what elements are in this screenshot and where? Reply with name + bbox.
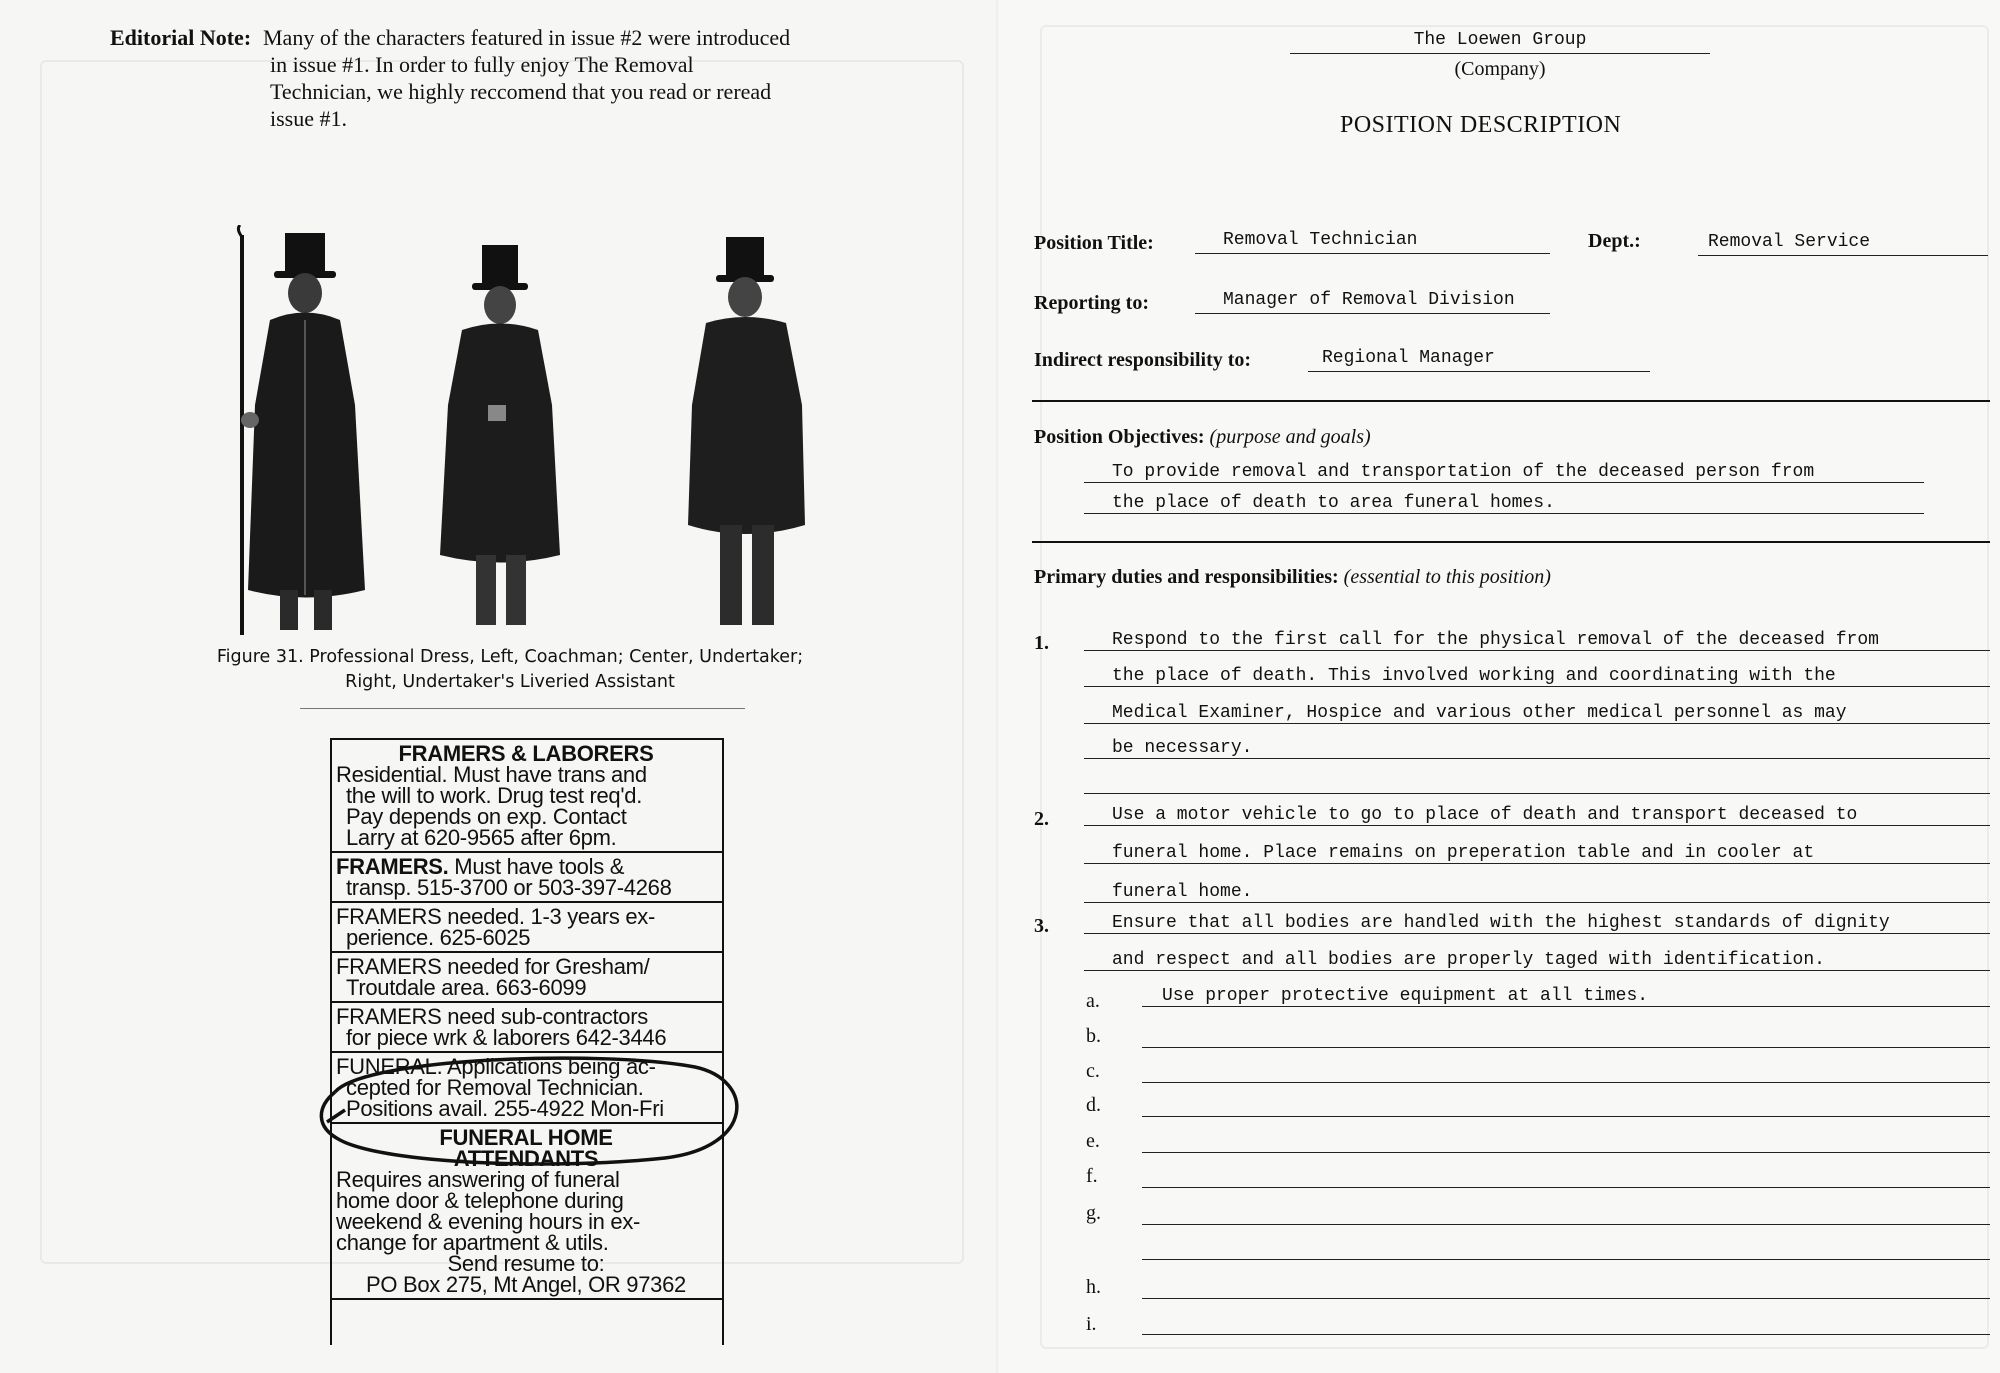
dept-value: Removal Service xyxy=(1698,232,1988,256)
dept-label: Dept.: xyxy=(1588,230,1641,252)
duty-line: Medical Examiner, Hospice and various other medical personnel as may xyxy=(1084,703,1990,724)
ad-line: PO Box 275, Mt Angel, OR 97362 xyxy=(366,1272,686,1297)
blank-line xyxy=(1142,1234,1990,1260)
ad-framers-gresham xyxy=(332,953,722,1003)
duties-hint: (essential to this position) xyxy=(1343,566,1551,588)
editorial-line: issue #1. xyxy=(270,106,347,131)
ad-lead: FRAMERS. xyxy=(336,854,449,879)
ad-framers-laborers xyxy=(332,740,722,853)
duty-line: the place of death. This involved working and coordinating with the xyxy=(1084,666,1990,687)
ad-line: cepted for Removal Technician. xyxy=(346,1075,644,1100)
subitem-line xyxy=(1142,1127,1990,1153)
ad-line: FRAMERS needed. 1-3 years ex- xyxy=(336,904,655,929)
duties-label-text: Primary duties and responsibilities: xyxy=(1034,566,1339,588)
subitem-letter: h. xyxy=(1086,1276,1101,1298)
objectives-hint: (purpose and goals) xyxy=(1209,426,1371,448)
ad-framers-experience xyxy=(332,903,722,953)
ad-line: home door & telephone during xyxy=(336,1188,624,1213)
undertaker-figure xyxy=(440,245,560,625)
reporting-value: Manager of Removal Division xyxy=(1195,290,1550,314)
company-name: The Loewen Group xyxy=(1290,30,1710,54)
separator-line xyxy=(300,708,745,709)
ad-line: FRAMERS need sub-contractors xyxy=(336,1004,648,1029)
duty-line: and respect and all bodies are properly taged with identification. xyxy=(1084,950,1990,971)
caption-line: Figure 31. Professional Dress, Left, Coachman; Center, Undertaker; xyxy=(216,647,804,667)
professional-dress-figure xyxy=(230,225,810,635)
caption-line: Right, Undertaker's Liveried Assistant xyxy=(345,672,675,692)
right-page xyxy=(1000,0,2000,1373)
subitem-letter: i. xyxy=(1086,1313,1097,1335)
editorial-line: Many of the characters featured in issue #2 were introduced xyxy=(263,25,791,50)
ad-funeral-removal-technician xyxy=(332,1053,722,1124)
figures-illustration xyxy=(230,225,810,635)
subitem-line xyxy=(1142,1199,1990,1225)
position-title-value: Removal Technician xyxy=(1195,230,1550,254)
blank-line xyxy=(1084,770,1990,794)
editorial-label: Editorial Note: xyxy=(110,25,252,50)
ad-line: Pay depends on exp. Contact xyxy=(346,804,627,829)
form-title: POSITION DESCRIPTION xyxy=(1340,112,1622,138)
ad-heading: FUNERAL HOME xyxy=(439,1125,613,1150)
duty-line: be necessary. xyxy=(1084,738,1990,759)
duty-line: funeral home. xyxy=(1084,882,1990,903)
indirect-label: Indirect responsibility to: xyxy=(1034,349,1252,371)
editorial-note xyxy=(110,24,890,132)
subitem-letter: g. xyxy=(1086,1202,1101,1224)
ad-line: perience. 625-6025 xyxy=(346,925,531,950)
duty-number: 2. xyxy=(1034,808,1049,830)
duty-line: Use a motor vehicle to go to place of death and transport deceased to xyxy=(1084,805,1990,826)
company-label: (Company) xyxy=(1454,58,1546,80)
editorial-line: in issue #1. In order to fully enjoy The Removal xyxy=(270,52,694,77)
duty-line: Ensure that all bodies are handled with the highest standards of dignity xyxy=(1084,913,1990,934)
subitem-line xyxy=(1142,1162,1990,1188)
reporting-label: Reporting to: xyxy=(1034,292,1149,314)
position-title-label: Position Title: xyxy=(1034,232,1154,254)
subitem-letter: b. xyxy=(1086,1025,1101,1047)
ad-line: FRAMERS needed for Gresham/ xyxy=(336,954,650,979)
coachman-figure xyxy=(238,225,365,635)
duties-label xyxy=(1034,566,1551,589)
ad-line: FUNERAL. Applications being ac- xyxy=(336,1054,656,1079)
subitem-letter: c. xyxy=(1086,1060,1100,1082)
objectives-label-text: Position Objectives: xyxy=(1034,426,1205,448)
subitem-letter: e. xyxy=(1086,1130,1100,1152)
ad-line: Residential. Must have trans and xyxy=(336,762,647,787)
objectives-label xyxy=(1034,426,1371,449)
ad-heading: FRAMERS & LABORERS xyxy=(398,741,654,766)
editorial-line: Technician, we highly reccomend that you read or reread xyxy=(270,79,772,104)
duty-number: 3. xyxy=(1034,915,1049,937)
section-divider xyxy=(1032,400,1990,402)
duty-line: Respond to the first call for the physical removal of the deceased from xyxy=(1084,630,1990,651)
subitem-letter: a. xyxy=(1086,990,1100,1012)
ad-heading: ATTENDANTS xyxy=(453,1146,599,1171)
ad-line: Send resume to: xyxy=(447,1251,605,1276)
ad-line: for piece wrk & laborers 642-3446 xyxy=(346,1025,667,1050)
classified-ads xyxy=(330,738,724,1345)
ad-line: Larry at 620-9565 after 6pm. xyxy=(346,825,617,850)
ad-line: Positions avail. 255-4922 Mon-Fri xyxy=(346,1096,664,1121)
indirect-value: Regional Manager xyxy=(1308,348,1650,372)
subitem-letter: d. xyxy=(1086,1094,1101,1116)
subitem-line: Use proper protective equipment at all times. xyxy=(1142,986,1990,1007)
ad-line: change for apartment & utils. xyxy=(336,1230,609,1255)
ad-framers-subcontractors xyxy=(332,1003,722,1053)
objectives-line: To provide removal and transportation of the deceased person from xyxy=(1084,462,1924,483)
subitem-letter: f. xyxy=(1086,1165,1098,1187)
duty-line: funeral home. Place remains on preperation table and in cooler at xyxy=(1084,843,1990,864)
ad-funeral-home-attendants xyxy=(332,1124,722,1300)
ad-line: weekend & evening hours in ex- xyxy=(336,1209,641,1234)
duty-number: 1. xyxy=(1034,632,1049,654)
ad-line: Troutdale area. 663-6099 xyxy=(346,975,587,1000)
ad-line: Must have tools & xyxy=(448,854,625,879)
company-block xyxy=(1290,30,1710,81)
ad-line: transp. 515-3700 or 503-397-4268 xyxy=(346,875,672,900)
ad-line: Requires answering of funeral xyxy=(336,1167,620,1192)
section-divider xyxy=(1032,541,1990,543)
subitem-line xyxy=(1142,1273,1990,1299)
objectives-line: the place of death to area funeral homes. xyxy=(1084,493,1924,514)
ad-framers-tools xyxy=(332,853,722,903)
subitem-line xyxy=(1142,1091,1990,1117)
figure-caption xyxy=(150,645,870,695)
ad-line: the will to work. Drug test req'd. xyxy=(346,783,643,808)
subitem-line xyxy=(1142,1022,1990,1048)
liveried-assistant-figure xyxy=(688,237,805,625)
subitem-line xyxy=(1142,1309,1990,1335)
subitem-line xyxy=(1142,1057,1990,1083)
